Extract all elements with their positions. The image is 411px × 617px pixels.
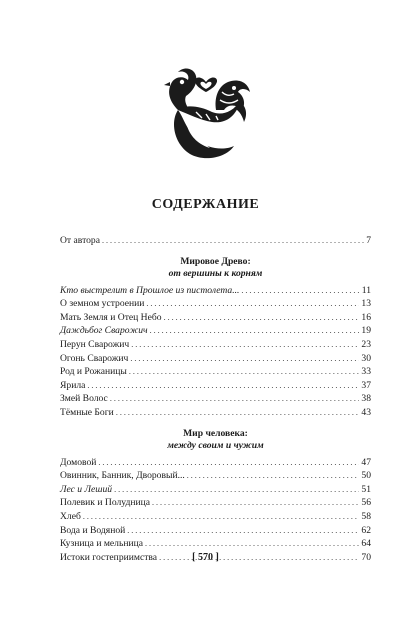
toc-leader-dots [146, 297, 359, 311]
toc-entry[interactable] [60, 537, 371, 551]
page-number: [ 570 ] [192, 552, 219, 563]
toc-leader-dots [131, 338, 359, 352]
toc-leader-dots [127, 524, 359, 538]
toc-leader-dots [98, 456, 359, 470]
toc-entry-page: 51 [361, 483, 371, 495]
toc-entry-label: Лес и Леший [60, 483, 113, 495]
toc-entry-page: 13 [361, 298, 371, 310]
toc-leader-dots [130, 352, 359, 366]
toc-entry-page: 62 [361, 524, 371, 536]
toc-entry-label: Мать Земля и Отец Небо [60, 311, 162, 323]
toc-entry-label: Ярила [60, 379, 86, 391]
section-subtitle: от вершины к корням [168, 268, 263, 280]
toc-entry[interactable] [60, 297, 371, 311]
toc-entry-page: 56 [361, 497, 371, 509]
toc-entry-label: Перун Сварожич [60, 338, 130, 350]
toc-entry-label: От автора [60, 235, 100, 246]
toc-leader-dots [152, 496, 359, 510]
toc-entry-label: Тёмные Боги [60, 406, 114, 418]
toc-entry-page: 19 [361, 325, 371, 337]
toc-entry[interactable] [60, 311, 371, 325]
toc-leader-dots [145, 537, 359, 551]
toc-entry-label: Вода и Водяной [60, 524, 126, 536]
toc-entry[interactable] [60, 406, 371, 420]
toc-leader-dots [164, 311, 360, 325]
toc-entry-page: 43 [361, 406, 371, 418]
toc-entry[interactable] [60, 524, 371, 538]
toc-leader-dots [129, 365, 360, 379]
toc-entry-page: 11 [361, 284, 371, 296]
toc-entry[interactable] [60, 392, 371, 406]
toc-entry-page: 38 [361, 393, 371, 405]
toc-entry-page: 64 [361, 538, 371, 550]
toc-entry-label: Полевик и Полудница [60, 497, 151, 509]
toc-entry[interactable] [60, 379, 371, 393]
table-of-contents [60, 234, 371, 564]
toc-entry-page: 37 [361, 379, 371, 391]
toc-entry[interactable] [60, 456, 371, 470]
toc-entry-label: Овинник, Банник, Дворовый... [60, 470, 185, 482]
section-subtitle: между своим и чужим [167, 440, 264, 452]
toc-entry[interactable] [60, 469, 371, 483]
section-entries [60, 456, 371, 565]
toc-entry[interactable] [60, 338, 371, 352]
toc-entry-label: Кто выстрелит в Прошлое из пистолета... [60, 284, 240, 296]
toc-entry[interactable] [60, 284, 371, 298]
section-title: Мир человека: [183, 427, 248, 439]
toc-entry[interactable] [60, 324, 371, 338]
toc-entry-label: Домовой [60, 456, 97, 468]
toc-entry[interactable] [60, 234, 371, 248]
toc-leader-dots [110, 392, 360, 406]
toc-entry-page: 58 [361, 510, 371, 522]
toc-entry[interactable] [60, 365, 371, 379]
toc-entry[interactable] [60, 483, 371, 497]
toc-entry-page: 16 [361, 311, 371, 323]
toc-entry[interactable] [60, 496, 371, 510]
bird-ladle-ornament-icon [156, 52, 256, 162]
section-heading [60, 428, 371, 453]
toc-entry-label: Истоки гостеприимства [60, 551, 158, 563]
toc-entry-page: 47 [361, 456, 371, 468]
toc-entry-label: Род и Рожаницы [60, 366, 127, 378]
toc-entry[interactable] [60, 352, 371, 366]
toc-entry-label: Змей Волос [60, 393, 108, 405]
toc-entry-page: 7 [366, 235, 371, 246]
section-heading [60, 256, 371, 281]
toc-entry-page: 30 [361, 352, 371, 364]
toc-leader-dots [187, 469, 360, 483]
toc-entry[interactable] [60, 510, 371, 524]
toc-leader-dots [241, 284, 359, 298]
toc-entry-label: О земном устроении [60, 298, 145, 310]
toc-leader-dots [102, 234, 364, 248]
toc-entry-label: Огонь Сварожич [60, 352, 129, 364]
toc-entry-label: Даждьбог Сварожич [60, 325, 148, 337]
section-entries [60, 284, 371, 420]
toc-entry-label: Хлеб [60, 510, 81, 522]
toc-entry-page: 23 [361, 338, 371, 350]
toc-leader-dots [83, 510, 360, 524]
section-title: Мировое Древо: [180, 255, 251, 267]
toc-leader-dots [114, 483, 359, 497]
toc-leader-dots [87, 379, 359, 393]
page-title: СОДЕРЖАНИЕ [151, 197, 260, 212]
toc-entry-page: 50 [361, 470, 371, 482]
toc-leader-dots [150, 324, 360, 338]
toc-entry-label: Кузница и мельница [60, 538, 144, 550]
toc-entry-page: 70 [361, 551, 371, 563]
toc-entry-page: 33 [361, 366, 371, 378]
toc-leader-dots [116, 406, 360, 420]
